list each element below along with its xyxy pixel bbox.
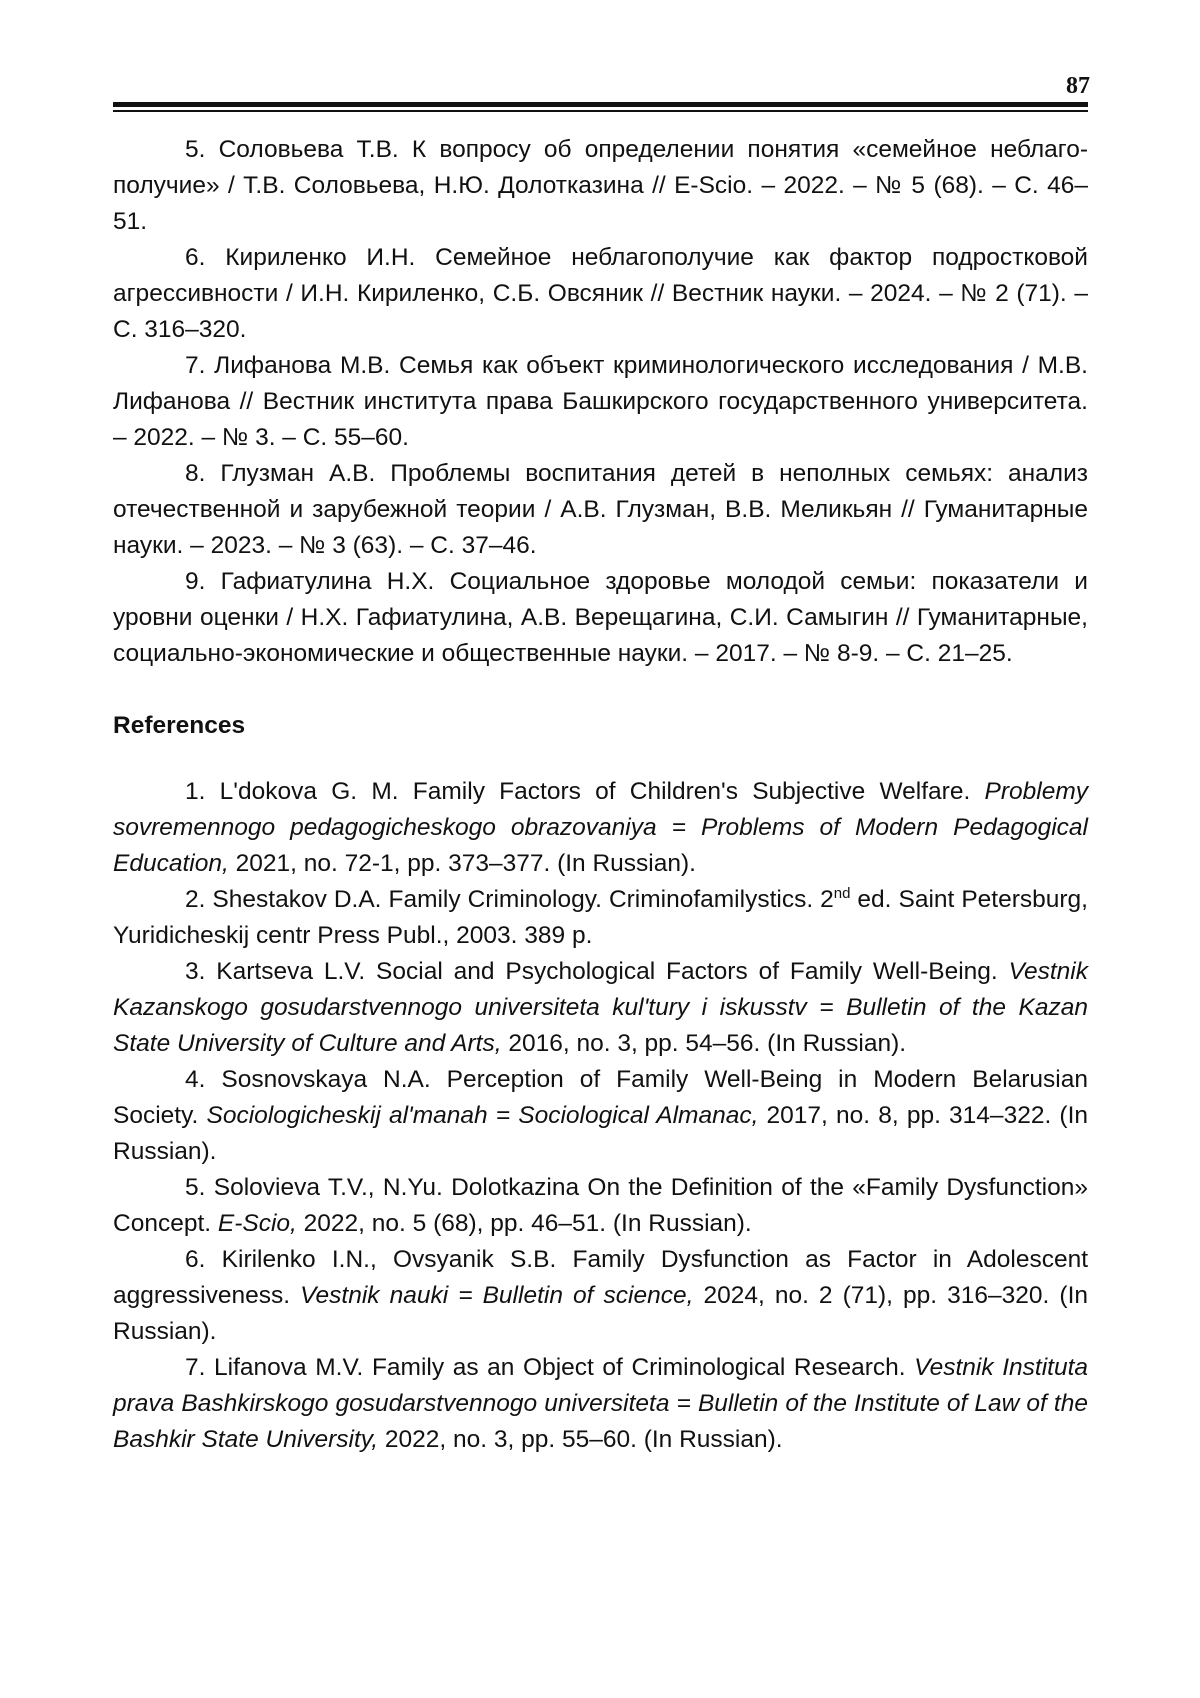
- reference-details: 2016, no. 3, pp. 54–56. (In Russian).: [501, 1030, 907, 1057]
- header-rule-thick: [113, 102, 1088, 107]
- russian-reference-6: 6. Кириленко И.Н. Семейное неблагополучие как фактор подростковой агрессивности / И.Н. Кириленко, С.Б. Овсяник // Вестник науки. – 2024. – № 2 (71). – С. 316–320.: [113, 244, 1088, 343]
- reference-7: [113, 1350, 1088, 1458]
- reference-details: 2017, no. 8, pp. 314–322. (In Russian).: [113, 1102, 1089, 1165]
- reference-text: 4. Sosnovskaya N.A. Perception of Family Well-Being in Modern Belarusian Society.: [113, 1066, 1088, 1129]
- reference-6: [113, 1242, 1088, 1350]
- reference-5: [113, 1170, 1088, 1242]
- ordinal-suffix: nd: [833, 885, 851, 902]
- reference-details: 2024, no. 2 (71), pp. 316–320. (In Russian).: [113, 1282, 1089, 1345]
- reference-details: ed. Saint Petersburg, Yuridicheskij centr Press Publ., 2003. 389 p.: [113, 886, 1088, 949]
- reference-source: Sociologicheskij al'manah = Sociological Almanac,: [206, 1102, 759, 1129]
- header-rule-thin: [113, 110, 1088, 112]
- reference-source: Problemy sovremennogo pedagogicheskogo obrazovaniya = Problems of Modern Pedagogical Education,: [113, 778, 1088, 877]
- reference-source: Vestnik Instituta prava Bashkirskogo gosudarstvennogo universiteta = Bulletin of the Institute of Law of the Bashkir State University,: [113, 1354, 1089, 1453]
- page-body: [113, 132, 1088, 1458]
- reference-2: [113, 882, 1088, 954]
- russian-reference-5: 5. Соловьева Т.В. К вопросу об определении понятия «семейное неблагополучие» / Т.В. Соловьева, Н.Ю. Долотказина // E-Scio. – 2022. – № 5 (68). – С. 46–51.: [113, 136, 1088, 235]
- reference-details: 2022, no. 3, pp. 55–60. (In Russian).: [378, 1426, 783, 1453]
- reference-4: [113, 1062, 1088, 1170]
- reference-source: Vestnik Kazanskogo gosudarstvennogo universiteta kul'tury i iskusstv = Bulletin of the Kazan State University of Culture and Arts,: [113, 958, 1088, 1057]
- reference-text: 2. Shestakov D.A. Family Criminology. Criminofamilystics. 2: [185, 886, 834, 913]
- reference-text: 3. Kartseva L.V. Social and Psychological Factors of Family Well-Being.: [185, 958, 1009, 985]
- page-number: 87: [1066, 73, 1090, 99]
- russian-reference-8: 8. Глузман А.В. Проблемы воспитания детей в неполных семьях: анализ отечественной и зарубежной теории / А.В. Глузман, В.В. Меликьян // Гуманитарные науки. – 2023. – № 3 (63). – С. 37–46.: [113, 460, 1088, 559]
- reference-text: 7. Lifanova M.V. Family as an Object of Criminological Research.: [185, 1354, 915, 1381]
- references-heading: References: [113, 712, 246, 739]
- reference-text: 1. L'dokova G. M. Family Factors of Children's Subjective Welfare.: [185, 778, 985, 805]
- russian-reference-9: 9. Гафиатулина Н.Х. Социальное здоровье молодой семьи: показатели и уровни оценки / Н.Х. Гафиатулина, А.В. Верещагина, С.И. Самыгин // Гуманитарные, социально-экономические и общественные науки. – 2017. – № 8-9. – С. 21–25.: [113, 568, 1088, 667]
- reference-text: 5. Solovieva T.V., N.Yu. Dolotkazina On the Definition of the «Family Dysfunction» Concept.: [113, 1174, 1088, 1237]
- russian-reference-7: 7. Лифанова М.В. Семья как объект криминологического исследования / М.В. Лифанова // Вестник института права Башкирского государственного университета. – 2022. – № 3. – С. 55–60.: [113, 352, 1088, 451]
- reference-3: [113, 954, 1088, 1062]
- reference-text: 6. Kirilenko I.N., Ovsyanik S.B. Family Dysfunction as Factor in Adolescent aggressiveness.: [113, 1246, 1088, 1309]
- reference-source: Vestnik nauki = Bulletin of science,: [300, 1282, 694, 1309]
- reference-details: 2021, no. 72-1, pp. 373–377. (In Russian).: [228, 850, 696, 877]
- reference-source: E-Scio,: [217, 1210, 297, 1237]
- reference-details: 2022, no. 5 (68), pp. 46–51. (In Russian).: [296, 1210, 752, 1237]
- reference-1: [113, 774, 1088, 882]
